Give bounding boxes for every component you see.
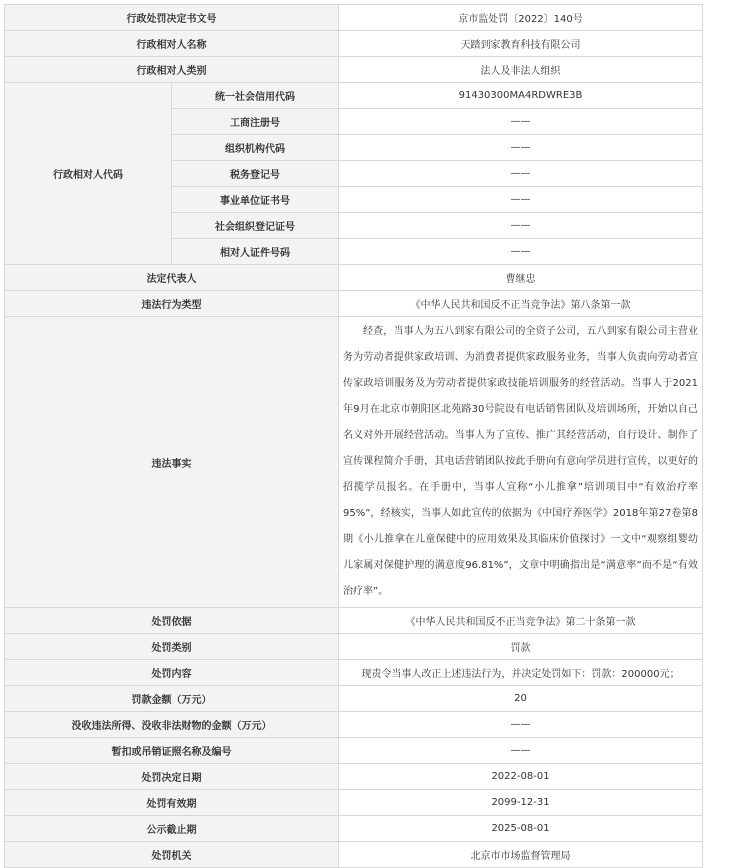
penalty-basis-value: 《中华人民共和国反不正当竞争法》第二十条第一款 [339,608,703,634]
doc-no-label: 行政处罚决定书文号 [5,5,339,31]
violation-type-value: 《中华人民共和国反不正当竞争法》第八条第一款 [339,291,703,317]
party-type-value: 法人及非法人组织 [339,57,703,83]
table-row [5,265,703,291]
penalty-basis-label: 处罚依据 [5,608,339,634]
party-name-label: 行政相对人名称 [5,31,339,57]
penalty-content-value: 现责令当事人改正上述违法行为，并决定处罚如下：罚款：200000元； [339,660,703,686]
legal-rep-label: 法定代表人 [5,265,339,291]
valid-until-label: 处罚有效期 [5,790,339,816]
id-number-label: 相对人证件号码 [172,239,339,265]
table-row [5,608,703,634]
tax-reg-label: 税务登记号 [172,161,339,187]
credit-code-value: 91430300MA4RDWRE3B [339,83,703,109]
table-row [5,764,703,790]
party-code-label: 行政相对人代码 [5,83,172,265]
business-reg-value: —— [339,109,703,135]
table-row [5,738,703,764]
table-row [5,842,703,868]
social-org-label: 社会组织登记证号 [172,213,339,239]
table-row [5,57,703,83]
table-row [5,83,703,109]
party-name-value: 天踏到家教育科技有限公司 [339,31,703,57]
confiscation-label: 没收违法所得、没收非法财物的金额（万元） [5,712,339,738]
confiscation-value: —— [339,712,703,738]
license-label: 暂扣或吊销证照名称及编号 [5,738,339,764]
table-row [5,634,703,660]
violation-facts-label: 违法事实 [5,317,339,608]
violation-type-label: 违法行为类型 [5,291,339,317]
institution-cert-label: 事业单位证书号 [172,187,339,213]
business-reg-label: 工商注册号 [172,109,339,135]
table-row [5,660,703,686]
table-row [5,5,703,31]
table-row [5,712,703,738]
table-row [5,790,703,816]
publish-end-label: 公示截止期 [5,816,339,842]
publish-end-value: 2025-08-01 [339,816,703,842]
institution-cert-value: —— [339,187,703,213]
tax-reg-value: —— [339,161,703,187]
valid-until-value: 2099-12-31 [339,790,703,816]
social-org-value: —— [339,213,703,239]
org-code-label: 组织机构代码 [172,135,339,161]
license-value: —— [339,738,703,764]
doc-no-value: 京市监处罚〔2022〕140号 [339,5,703,31]
id-number-value: —— [339,239,703,265]
table-row [5,816,703,842]
authority-label: 处罚机关 [5,842,339,868]
fine-amount-value: 20 [339,686,703,712]
fine-amount-label: 罚款金额（万元） [5,686,339,712]
decision-date-label: 处罚决定日期 [5,764,339,790]
legal-rep-value: 曹继忠 [339,265,703,291]
penalty-content-label: 处罚内容 [5,660,339,686]
authority-value: 北京市市场监督管理局 [339,842,703,868]
org-code-value: —— [339,135,703,161]
party-type-label: 行政相对人类别 [5,57,339,83]
table-row [5,291,703,317]
penalty-category-label: 处罚类别 [5,634,339,660]
penalty-info-table [4,4,703,868]
table-row [5,317,703,608]
violation-facts-value: 经查，当事人为五八到家有限公司的全资子公司，五八到家有限公司主营业务为劳动者提供家政培训、为消费者提供家政服务业务，当事人负责向劳动者宣传家政培训服务及为劳动者提供家政技能培训服务的经营活动。当事人于2021年9月在北京市朝阳区北苑路30号院设有电话销售团队及培训场所，开始以自己名义对外开展经营活动。当事人为了宣传、推广其经营活动，自行设计、制作了宣传课程简介手册，其电话营销团队按此手册向有意向学员进行宣传，以更好的招揽学员报名。在手册中，当事人宣称“小儿推拿”培训项目中“有效治疗率95%”，经核实，当事人如此宣传的依据为《中国疗养医学》2018年第27卷第8期《小儿推拿在儿童保健中的应用效果及其临床价值探讨》一文中“观察组婴幼儿家属对保健护理的满意度96.81%”，文章中明确指出是“满意率”而不是“有效治疗率”。 [339,317,703,608]
credit-code-label: 统一社会信用代码 [172,83,339,109]
decision-date-value: 2022-08-01 [339,764,703,790]
table-row [5,31,703,57]
penalty-category-value: 罚款 [339,634,703,660]
table-row [5,686,703,712]
